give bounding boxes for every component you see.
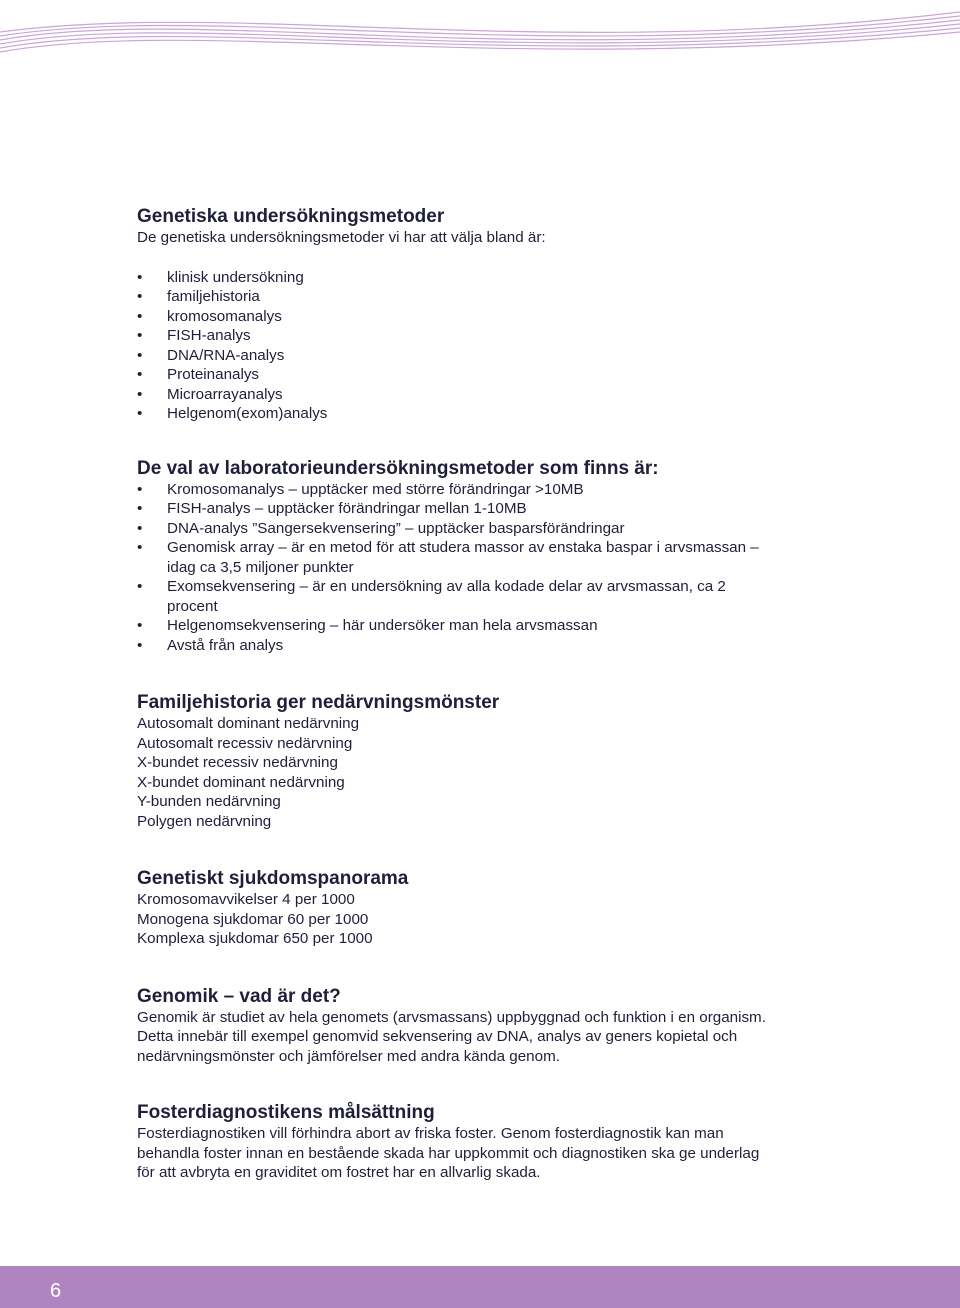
text-line: Kromosomavvikelser 4 per 1000 [137,891,355,908]
bullet-icon: • [137,288,143,305]
panorama-lines [137,890,777,949]
methods-list [137,268,777,424]
bullet-icon: • [137,519,143,537]
bullet-icon: • [137,480,143,498]
heading-genomics: Genomik – vad är det? [137,985,341,1007]
list-item: • Genomisk array – är en metod för att studera massor av enstaka baspar i arvsmassan – idag ca 3,5 miljoner punkter [137,539,759,576]
list-item: • Helgenomsekvensering – här undersöker man hela arvsmassan [137,617,598,634]
bullet-icon: • [137,405,143,422]
decorative-wave-header [0,0,960,80]
text-line: Komplexa sjukdomar 650 per 1000 [137,930,373,947]
bullet-icon: • [137,539,143,556]
heading-prenatal: Fosterdiagnostikens målsättning [137,1102,435,1123]
heading-methods: Genetiska undersökningsmetoder [137,206,445,227]
bullet-icon: • [137,327,143,344]
section-lab [137,457,777,656]
bullet-icon: • [137,307,143,325]
list-item: • DNA/RNA-analys [137,346,285,364]
list-item: • Exomsekvensering – är en undersökning av alla kodade delar av arvsmassan, ca 2 procent [137,578,726,615]
list-item: • FISH-analys – upptäcker förändringar mellan 1-10MB [137,500,527,517]
heading-panorama: Genetiskt sjukdomspanorama [137,868,409,889]
text-line: Autosomalt recessiv nedärvning [137,734,353,752]
list-item: • Avstå från analys [137,636,284,654]
list-item: • FISH-analys [137,327,251,344]
list-item: • Proteinanalys [137,366,260,383]
bullet-icon: • [137,500,143,517]
list-item: • Helgenom(exom)analys [137,405,328,422]
text-line: Autosomalt dominant nedärvning [137,715,360,732]
bullet-icon: • [137,578,143,595]
text-line: Monogena sjukdomar 60 per 1000 [137,910,369,928]
bullet-icon: • [137,636,143,654]
inheritance-lines [137,714,777,831]
list-item: • klinisk undersökning [137,268,304,286]
section-prenatal [137,1101,777,1183]
text-line: X-bundet recessiv nedärvning [137,754,338,771]
genomics-paragraph: Genomik är studiet av hela genomets (arvsmassans) uppbyggnad och funktion i en organism. Detta innebär till exempel genomvid sekvensering av DNA, analys av geners kopietal och nedärvningsmönster och jämförelser med andra kända genom. [137,1008,766,1065]
section-panorama [137,867,777,949]
section-genomics [137,985,777,1067]
bullet-icon: • [137,346,143,364]
footer-bar [0,1266,960,1308]
lab-list [137,480,777,656]
prenatal-paragraph: Fosterdiagnostiken vill förhindra abort av friska foster. Genom fosterdiagnostik kan man behandla foster innan en bestående skada har uppkommit och diagnostiken ska ge underlag för att avbryta en graviditet om fostret har en allvarlig skada. [137,1125,760,1181]
list-item: • kromosomanalys [137,307,282,325]
section-methods [137,205,777,424]
list-item: • DNA-analys ”Sangersekvensering” – upptäcker basparsförändringar [137,519,625,537]
bullet-icon: • [137,617,143,634]
text-line: Y-bunden nedärvning [137,793,281,810]
document-body [137,205,777,1183]
list-item: • Kromosomanalys – upptäcker med större förändringar >10MB [137,480,584,498]
text-line: Polygen nedärvning [137,812,272,830]
bullet-icon: • [137,385,143,403]
bullet-icon: • [137,366,143,383]
list-item: • familjehistoria [137,288,260,305]
section-inheritance [137,691,777,831]
heading-lab: De val av laboratorieundersökningsmetoder som finns är: [137,457,659,479]
bullet-icon: • [137,268,143,286]
heading-inheritance: Familjehistoria ger nedärvningsmönster [137,692,500,713]
page-number: 6 [50,1280,62,1302]
methods-intro: De genetiska undersökningsmetoder vi har att välja bland är: [137,229,546,246]
text-line: X-bundet dominant nedärvning [137,773,345,791]
list-item: • Microarrayanalys [137,385,283,403]
